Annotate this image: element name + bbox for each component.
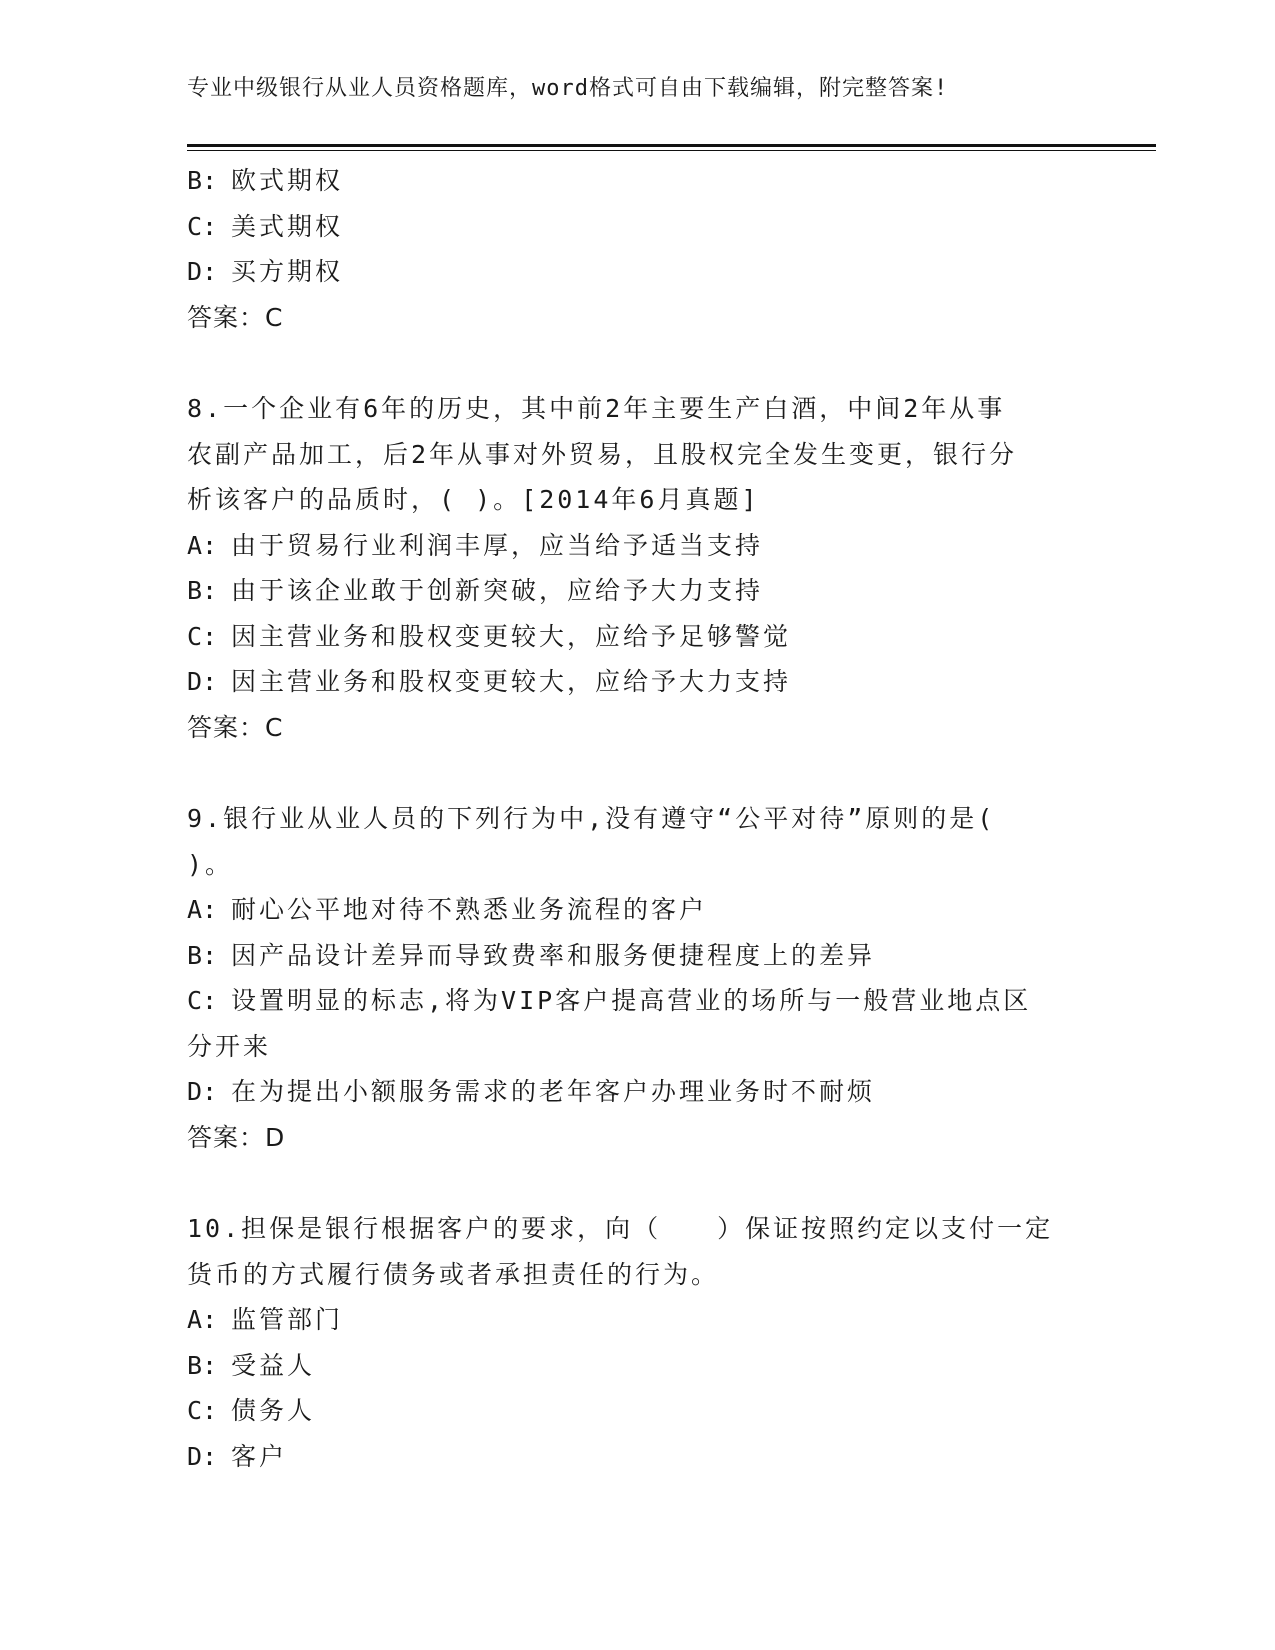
question-text-line: )。 [187, 849, 234, 879]
answer: 答案：D [187, 1122, 286, 1152]
option-b: B: 欧式期权 [187, 166, 344, 195]
option-a: A: 监管部门 [187, 1305, 344, 1334]
question-text-line: 农副产品加工，后2年从事对外贸易，且股权完全发生变更，银行分 [187, 439, 1018, 469]
document-body [187, 158, 1067, 1479]
option-d: D: 客户 [187, 1441, 288, 1471]
option-a: A: 耐心公平地对待不熟悉业务流程的客户 [187, 895, 708, 924]
option-c-continued: 分开来 [187, 1031, 272, 1061]
question-9 [187, 796, 1067, 1160]
option-d: D: 因主营业务和股权变更较大，应给予大力支持 [187, 667, 792, 696]
question-text-line: 9.银行业从业人员的下列行为中,没有遵守“公平对待”原则的是( [187, 804, 996, 833]
option-c: C: 因主营业务和股权变更较大，应给予足够警觉 [187, 621, 792, 651]
option-b: B: 由于该企业敢于创新突破，应给予大力支持 [187, 576, 764, 605]
question-7-tail [187, 158, 1067, 340]
question-text-line: 货币的方式履行债务或者承担责任的行为。 [187, 1259, 720, 1289]
option-d: D: 在为提出小额服务需求的老年客户办理业务时不耐烦 [187, 1077, 876, 1106]
option-b: B: 因产品设计差异而导致费率和服务便捷程度上的差异 [187, 940, 876, 970]
option-b: B: 受益人 [187, 1350, 316, 1380]
question-text-line: 8.一个企业有6年的历史，其中前2年主要生产白酒，中间2年从事 [187, 394, 1006, 423]
header-rule-thin [187, 150, 1156, 151]
header-rule-thick [187, 144, 1156, 147]
question-text-line: 10.担保是银行根据客户的要求，向（ ）保证按照约定以支付一定 [187, 1214, 1054, 1243]
spacer [187, 1160, 1067, 1206]
answer: 答案：C [187, 302, 284, 332]
spacer [187, 750, 1067, 796]
spacer [187, 340, 1067, 386]
option-c: C: 美式期权 [187, 211, 344, 241]
option-a: A: 由于贸易行业利润丰厚，应当给予适当支持 [187, 530, 764, 560]
question-10 [187, 1206, 1067, 1479]
page-header: 专业中级银行从业人员资格题库，word格式可自由下载编辑，附完整答案! [187, 76, 949, 101]
question-8 [187, 386, 1067, 750]
option-d: D: 买方期权 [187, 257, 344, 286]
answer: 答案：C [187, 712, 284, 742]
option-c: C: 债务人 [187, 1396, 316, 1425]
option-c: C: 设置明显的标志,将为VIP客户提高营业的场所与一般营业地点区 [187, 986, 1032, 1015]
question-text-line: 析该客户的品质时，( )。[2014年6月真题] [187, 485, 760, 514]
